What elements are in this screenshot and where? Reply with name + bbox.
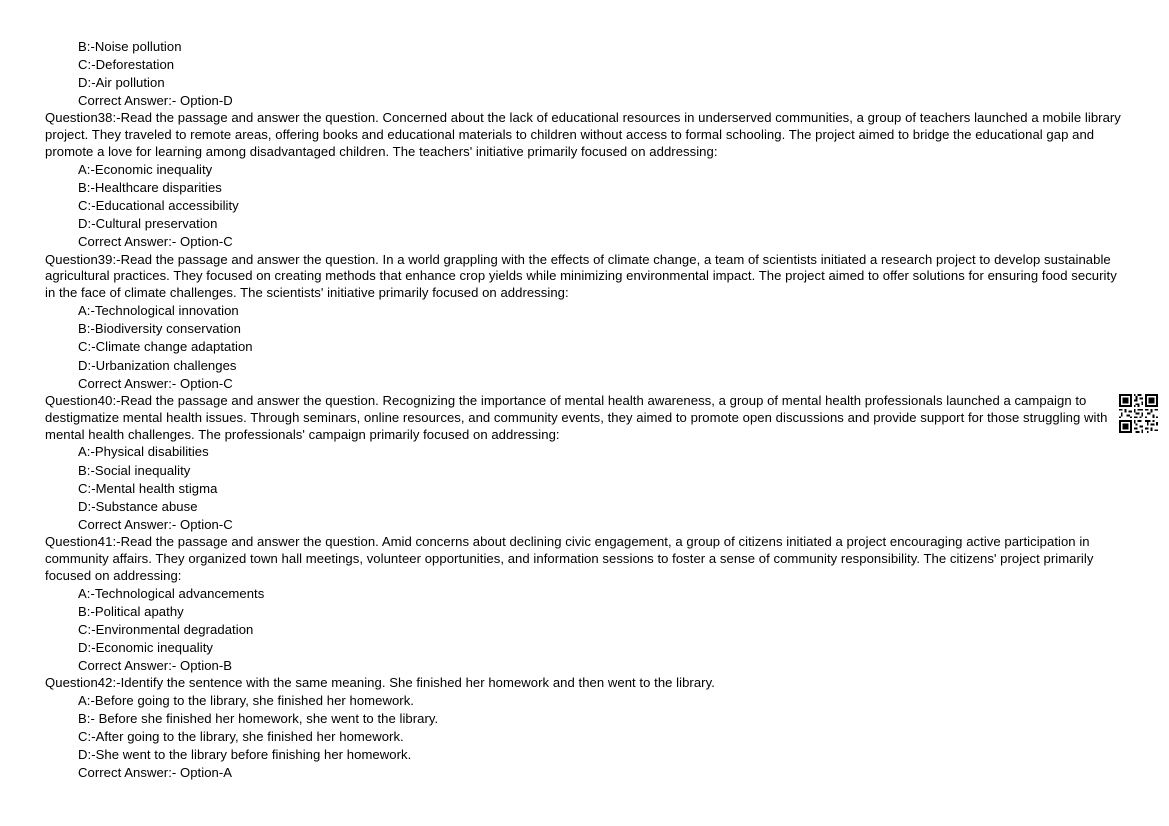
option-d: D:-Cultural preservation [78,216,218,232]
option-c: C:-Mental health stigma [78,480,218,496]
option-b: B:-Noise pollution [78,39,182,54]
question-42 [45,675,1135,782]
option-c: C:-After going to the library, she finished her homework. [78,729,404,745]
option-d: D:-Substance abuse [78,498,198,514]
option-c: C:-Deforestation [78,57,175,73]
option-d: D:-She went to the library before finishing her homework. [78,747,412,763]
option-b: B:-Political apathy [78,603,184,619]
option-a: A:-Technological innovation [78,303,239,319]
option-c: C:-Educational accessibility [78,198,239,214]
option-d: D:-Urbanization challenges [78,357,237,373]
option-c: C:-Environmental degradation [78,621,254,637]
question-39 [45,252,1135,393]
correct-answer: Correct Answer:- Option-C [78,375,233,391]
question-text: Question42:-Identify the sentence with the same meaning. She finished her homework and then went to the library. [45,675,715,691]
question-text: Question39:-Read the passage and answer the question. In a world grappling with the effects of climate change, a team of scientists initiated a research project to develop sustainable agricultural practices. They focused on creating methods that enhance crop yields while minimizing environmental impact. The project aimed to offer solutions for ensuring food security in the face of climate challenges. The scientists' initiative primarily focused on addressing: [45,251,1117,301]
option-b: B:-Biodiversity conservation [78,321,241,337]
option-a: A:-Technological advancements [78,585,265,601]
question-text: Question40:-Read the passage and answer the question. Recognizing the importance of mental health awareness, a group of mental health professionals launched a campaign to destigmatize mental health issues. Through seminars, online resources, and community events, they aimed to promote open discussions and provide support for those struggling with mental health challenges. The professionals' campaign primarily focused on addressing: [45,392,1108,442]
option-a: A:-Before going to the library, she finished her homework. [78,693,414,709]
correct-answer: Correct Answer:- Option-C [78,234,233,250]
qr-code-icon [1119,394,1158,433]
option-b: B:-Social inequality [78,462,191,478]
question-38 [45,110,1135,251]
option-d: D:-Economic inequality [78,639,214,655]
option-a: A:-Physical disabilities [78,444,209,460]
question-paper [45,38,1135,783]
continued-question-block [45,38,1135,110]
question-text: Question41:-Read the passage and answer the question. Amid concerns about declining civic engagement, a group of citizens initiated a project encouraging active participation in community affairs. They organized town hall meetings, volunteer opportunities, and information sessions to foster a sense of community responsibility. The citizens' project primarily focused on addressing: [45,533,1094,583]
question-text: Question38:-Read the passage and answer the question. Concerned about the lack of educational resources in underserved communities, a group of teachers launched a mobile library project. They traveled to remote areas, offering books and educational materials to children without access to formal schooling. The project aimed to bridge the educational gap and promote a love for learning among disadvantaged children. The teachers' initiative primarily focused on addressing: [45,110,1121,160]
option-d: D:-Air pollution [78,75,165,91]
option-b: B:- Before she finished her homework, she went to the library. [78,711,439,727]
correct-answer: Correct Answer:- Option-D [78,93,233,109]
option-c: C:-Climate change adaptation [78,339,253,355]
question-41 [45,534,1135,675]
correct-answer: Correct Answer:- Option-C [78,516,233,532]
option-b: B:-Healthcare disparities [78,180,222,196]
question-40 [45,393,1135,534]
option-a: A:-Economic inequality [78,162,213,178]
correct-answer: Correct Answer:- Option-A [78,765,233,781]
correct-answer: Correct Answer:- Option-B [78,658,233,674]
